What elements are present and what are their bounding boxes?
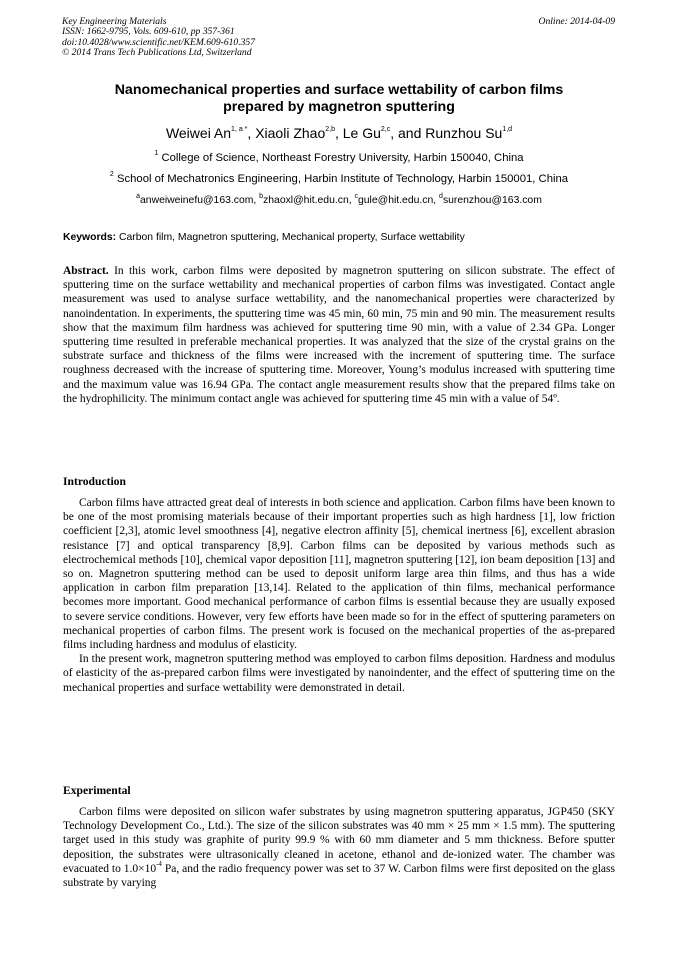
author-emails xyxy=(30,194,648,207)
author-name: Weiwei An xyxy=(165,125,232,141)
experimental-paragraph-1 xyxy=(63,805,615,890)
affiliation-2 xyxy=(30,172,648,186)
author-name: Xiaoli Zhao xyxy=(255,125,326,141)
experimental-heading: Experimental xyxy=(63,784,131,797)
author-superscript: 2,c xyxy=(380,126,391,134)
affiliation-1 xyxy=(30,151,648,165)
journal-name: Key Engineering Materials xyxy=(62,16,167,27)
email-address[interactable]: gule@hit.edu.cn, xyxy=(358,195,440,206)
exp-text-a: Carbon films were deposited on silicon wafer substrates by using magnetron sputtering apparatus, JGP450 (SKY Technology Development Co., Ltd.). The size of the silicon substrates was 40 mm × 25 mm × 1.5 mm). The sputtering target used in this study was graphite of purity 99.9 % with 60 mm diameter and 5 mm thickness. Before sputter deposition, the substrates were ultrasonically cleaned in acetone, ethanol and de-ionized water. The chamber was evacuated to 1.0×10 xyxy=(63,806,615,875)
copyright-line: © 2014 Trans Tech Publications Ltd, Switzerland xyxy=(62,47,252,59)
experimental-body xyxy=(63,805,615,890)
abstract xyxy=(63,264,615,406)
title-line-2: prepared by magnetron sputtering xyxy=(223,99,455,115)
author-list xyxy=(40,124,638,142)
paper-title xyxy=(40,82,638,116)
keywords-text: Carbon film, Magnetron sputtering, Mechanical property, Surface wettability xyxy=(116,232,465,243)
author-separator: , xyxy=(334,125,343,141)
author-superscript: 2,b xyxy=(325,126,335,134)
abstract-text: In this work, carbon films were deposited by magnetron sputtering on silicon substrate. The effect of sputtering time on the surface wettability and mechanical properties of carbon films was investigated. Contact angle measurement was used to analyse surface wettability, and the nanomechanical properties were characterized by nanoindentation. In experiments, the sputtering time was 45 min, 60 min, 75 min and 90 min. The measurement results show that the maximum film hardness was achieved for sputtering time 90 min, with a value of 2.34 GPa. Longer sputtering time resulted in preferable mechanical properties. It was analyzed that the size of the crystal grains on the substrate surface and thickness of the films were increased with the increment of sputtering time. The surface roughness decreased with the increase of sputtering time. Moreover, Young’s modulus increased with sputtering time and the maximum value was 16.94 GPa. The contact angle measurement results show that the prepared films take on the hydrophilicity. The minimum contact angle was achieved for sputtering time 45 min with a value of 54º. xyxy=(63,265,615,405)
email-address[interactable]: anweiweinefu@163.com, xyxy=(140,195,260,206)
intro-paragraph-1: Carbon films have attracted great deal of interests in both science and application. Carbon films have been known to be one of the most promising materials because of their important properties such as high hardness [1], low friction coefficient [2,3], atomic level smoothness [4], negative electron affinity [5], chemical inertness [6], excellent abrasion resistance [7] and optical transparency [8,9]. Carbon films can be deposited by various methods such as electrochemical methods [10], chemical vapor deposition [11], magnetron sputtering [12], ion beam deposition [13] and so on. Magnetron sputtering method can be used to deposit uniform large area thin films, and thus has a wide application in carbon film preparation [13,14]. Related to the application of thin films, mechanical performance becomes more important. Good mechanical performance of carbon films is essential because they are usually exposed to severe service conditions. However, very few efforts have been made so for in the effect of sputtering parameters on mechanical properties of carbon films. The present work is focused on the mechanical properties of the as-prepared films including hardness and modulus of elasticity. xyxy=(63,497,615,652)
author-superscript: 1,d xyxy=(502,126,513,134)
intro-paragraph-2: In the present work, magnetron sputtering method was employed to carbon films deposition. Hardness and modulus of elasticity of the as-prepared carbon films were investigated by nanoindenter, and the effect of sputtering time on the mechanical properties and surface wettability were demonstrated in detail. xyxy=(63,653,615,694)
exp-text-b: Pa, and the radio frequency power was set to 37 W. Carbon films were first deposited on the glass substrate by varying xyxy=(63,862,615,890)
email-address[interactable]: zhaoxl@hit.edu.cn, xyxy=(263,195,355,206)
email-marker: b xyxy=(259,192,264,200)
author-superscript: 1, a * xyxy=(231,126,248,134)
author-separator: , xyxy=(247,125,256,141)
issn-line: ISSN: 1662-9795, Vols. 609-610, pp 357-361 xyxy=(62,26,235,38)
abstract-label: Abstract. xyxy=(63,265,109,277)
affiliation-number: 2 xyxy=(109,171,114,179)
journal-header xyxy=(62,17,255,59)
doi-line: doi:10.4028/www.scientific.net/KEM.609-610.357 xyxy=(62,36,256,48)
exponent: -4 xyxy=(156,859,162,868)
keywords-line xyxy=(63,231,615,244)
email-marker: c xyxy=(354,192,358,200)
keywords-label: Keywords: xyxy=(63,232,117,243)
affiliation-text: School of Mechatronics Engineering, Harbin Institute of Technology, Harbin 150001, China xyxy=(116,173,569,185)
affiliation-text: College of Science, Northeast Forestry University, Harbin 150040, China xyxy=(161,152,524,164)
author-name: Runzhou Su xyxy=(425,125,503,141)
online-date: Online: 2014-04-09 xyxy=(538,16,615,27)
title-line-1: Nanomechanical properties and surface wettability of carbon films xyxy=(114,82,564,98)
email-marker: d xyxy=(439,192,443,200)
introduction-body xyxy=(63,496,615,695)
email-marker: a xyxy=(136,192,141,200)
affiliation-number: 1 xyxy=(154,150,159,158)
introduction-heading: Introduction xyxy=(63,475,126,488)
email-address[interactable]: surenzhou@163.com xyxy=(442,195,542,206)
author-name: Le Gu xyxy=(342,125,381,141)
author-separator: , and xyxy=(390,125,426,141)
